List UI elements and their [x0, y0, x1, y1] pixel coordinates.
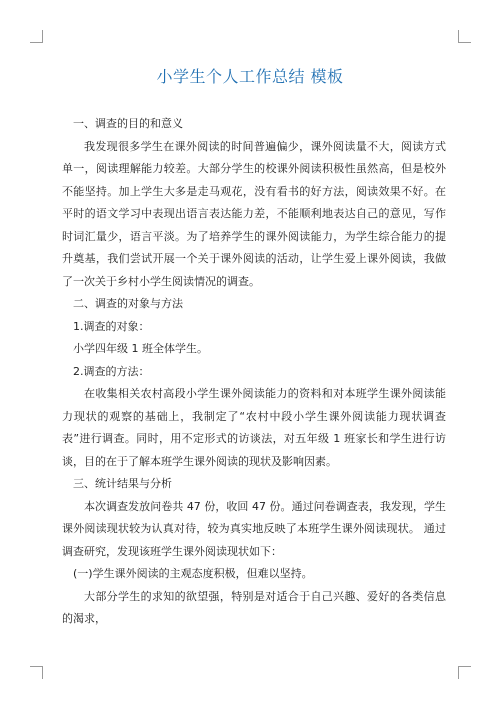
crop-mark-top-left: [30, 30, 43, 43]
paragraph-purpose: 我发现很多学生在课外阅读的时间普遍偏少，课外阅读量不大，阅读方式单一，阅读理解能力较差。大部分学生的校课外阅读积极性虽然高，但是校外不能坚持。加上学生大多是走马观花，没有看书的好方法，阅读效果不好。在平时的语文学习中表现出语言表达能力差，不能顺利地表达自己的意见，写作时词汇量少，语言平淡。为了培养学生的课外阅读能力，为学生综合能力的提升奠基，我们尝试开展一个关于课外阅读的活动，让学生爱上课外阅读，我做了一次关于乡村小学生阅读情况的调查。: [62, 139, 446, 288]
paragraph-subjects: 小学四年级 1 班全体学生。: [73, 342, 208, 355]
subheading-attitude: (一)学生课外阅读的主观态度积极，但难以坚持。: [73, 567, 313, 580]
crop-mark-top-right: [458, 30, 471, 43]
section-heading-2: 二、调查的对象与方法: [73, 297, 183, 310]
section-heading-3: 三、统计结果与分析: [73, 477, 172, 490]
document-body: [62, 113, 446, 631]
crop-mark-bottom-right: [458, 666, 471, 679]
paragraph-methods: 在收集相关农村高段小学生课外阅读能力的资料和对本班学生课外阅读能力现状的观察的基础上，我制定了“农村中段小学生课外阅读能力现状调查表”进行调查。同时，用不定形式的访谈法，对五年级 1 班家长和学生进行访谈，目的在于了解本班学生课外阅读的现状及影响因素。: [62, 387, 446, 468]
subheading-methods: 2.调查的方法：: [73, 364, 150, 378]
subheading-subjects: 1.调查的对象：: [73, 319, 150, 333]
paragraph-results: 本次调查发放问卷共 47 份，收回 47 份。通过问卷调查表，我发现，学生课外阅读现状较为认真对待，较为真实地反映了本班学生课外阅读现状。 通过调查研究，发现该班学生课外阅读现状如下：: [62, 499, 446, 558]
section-heading-1: 一、调查的目的和意义: [73, 117, 183, 130]
document-title: 小学生个人工作总结 模板: [156, 67, 344, 86]
paragraph-attitude: 大部分学生的求知的欲望强，特别是对适合于自己兴趣、爱好的各类信息的渴求，: [62, 589, 446, 625]
crop-mark-bottom-left: [30, 666, 43, 679]
